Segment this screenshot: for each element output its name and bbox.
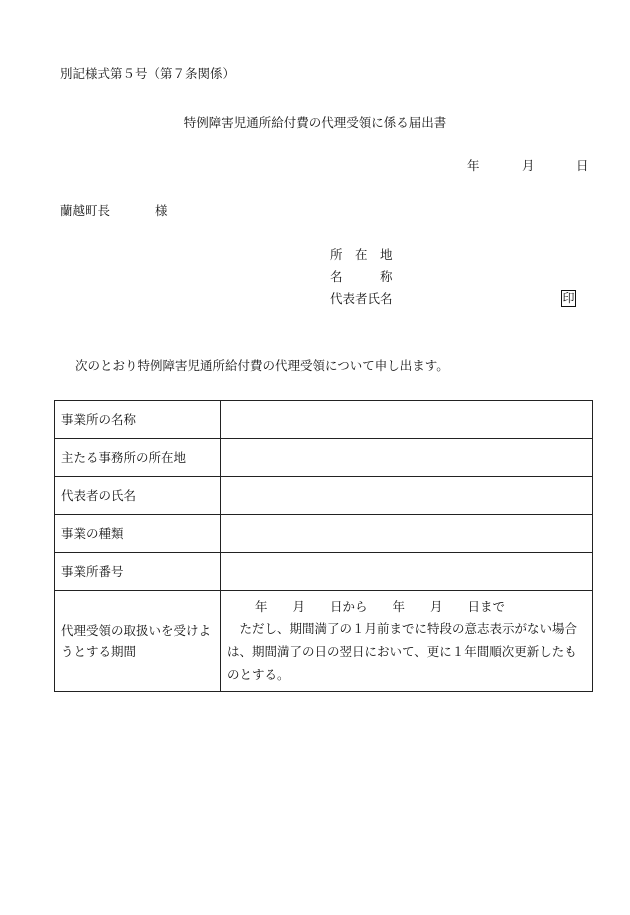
applicant-name-label: 名 称: [330, 269, 393, 284]
date-day-label: 日: [576, 158, 589, 173]
date-year-label: 年: [467, 158, 480, 173]
form-number: 別記様式第５号（第７条関係）: [60, 66, 236, 81]
applicant-representative-label: 代表者氏名: [330, 291, 393, 306]
addressee-name: 蘭越町長: [60, 203, 111, 218]
detail-table: [54, 400, 593, 692]
row-label: 事業の種類: [55, 515, 221, 553]
row-label: 代表者の氏名: [55, 477, 221, 515]
table-row: [55, 477, 593, 515]
table-row: [55, 439, 593, 477]
date-month-label: 月: [522, 158, 535, 173]
table-row: [55, 515, 593, 553]
row-label: 主たる事務所の所在地: [55, 439, 221, 477]
intro-text: 次のとおり特例障害児通所給付費の代理受領について申し出ます。: [75, 358, 449, 373]
table-row: [55, 553, 593, 591]
row-label: 事業所番号: [55, 553, 221, 591]
applicant-address-label: 所 在 地: [330, 247, 393, 262]
document-title: 特例障害児通所給付費の代理受領に係る届出書: [183, 115, 447, 130]
row-value-field[interactable]: [221, 515, 593, 553]
period-value[interactable]: [221, 591, 593, 692]
row-value-field[interactable]: [221, 477, 593, 515]
addressee-suffix: 様: [155, 203, 168, 218]
seal-mark: 印: [562, 291, 575, 305]
period-range: 年 月 日から 年 月 日まで: [255, 598, 506, 614]
period-label: 代理受領の取扱いを受けようとする期間: [55, 591, 221, 692]
table-row: [55, 401, 593, 439]
period-note: ただし、期間満了の１月前までに特段の意志表示がない場合は、期間満了の日の翌日において、更に１年間順次更新したものとする。: [227, 620, 578, 683]
row-label: 事業所の名称: [55, 401, 221, 439]
row-value-field[interactable]: [221, 439, 593, 477]
row-value-field[interactable]: [221, 553, 593, 591]
table-row-period: [55, 591, 593, 692]
row-value-field[interactable]: [221, 401, 593, 439]
